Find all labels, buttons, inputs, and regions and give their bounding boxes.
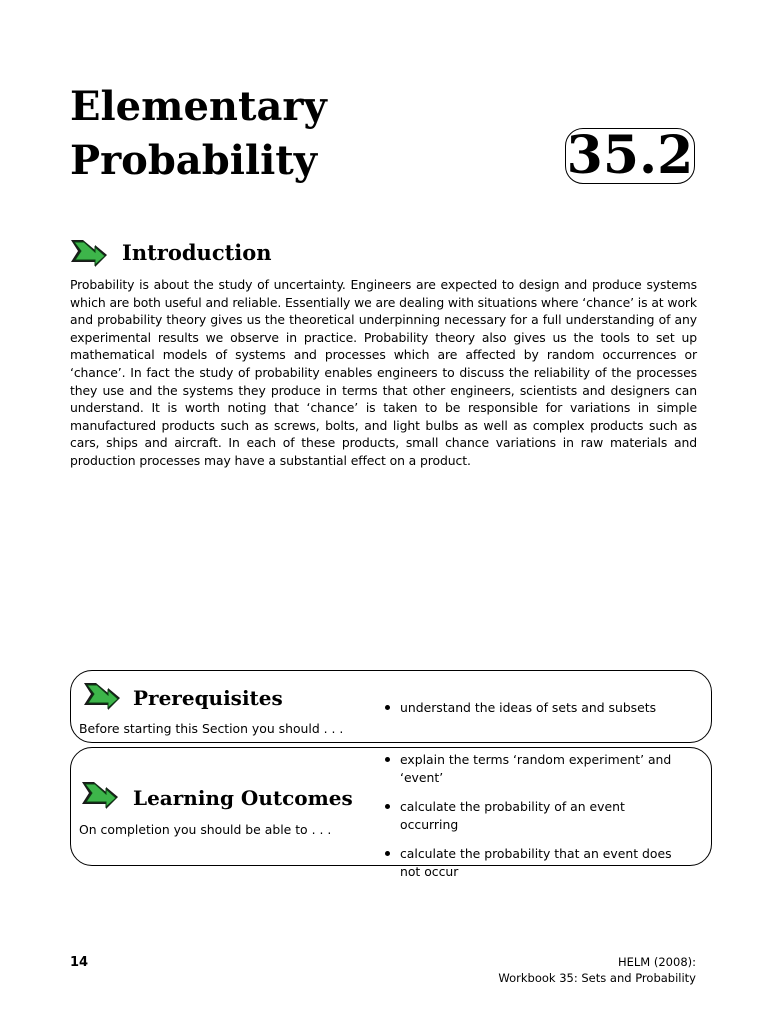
introduction-heading: Introduction	[122, 240, 272, 265]
learning-outcomes-list	[383, 751, 683, 881]
learning-outcomes-subtext: On completion you should be able to . . .	[79, 822, 332, 837]
learning-outcomes-heading: Learning Outcomes	[133, 786, 353, 810]
learning-outcomes-box	[70, 747, 712, 879]
prerequisites-heading: Prerequisites	[133, 686, 283, 710]
list-item: calculate the probability that an event does not occur	[383, 845, 685, 880]
green-arrow-icon	[79, 778, 121, 812]
page-title	[70, 80, 490, 188]
footer-line-2: Workbook 35: Sets and Probability	[498, 971, 696, 985]
list-item: calculate the probability of an event occurring	[383, 798, 683, 833]
introduction-body: Probability is about the study of uncertainty. Engineers are expected to design and produce systems which are both useful and reliable. Essentially we are dealing with situations where ‘chance’ is at work and probability theory gives us the theoretical underpinning necessary for a full understanding of any experimental results we observe in practice. Probability theory also gives us the tools to set up mathematical models of systems and processes which are affected by random occurrences or ‘chance’. In fact the study of probability enables engineers to discuss the reliability of the processes they use and the systems they produce in terms that other engineers, scientists and designers can understand. It is worth noting that ‘chance’ is taken to be responsible for variations in simple manufactured products such as screws, bolts, and light bulbs as well as complex products such as cars, ships and aircraft. In each of these products, small chance variations in raw materials and production processes may have a substantial effect on a product.	[70, 277, 697, 468]
title-line-1: Elementary	[70, 83, 327, 130]
list-item: explain the terms ‘random experiment’ and ‘event’	[383, 751, 685, 786]
title-line-2: Probability	[70, 137, 317, 184]
footer-citation	[498, 954, 696, 986]
section-number-badge: 35.2	[566, 125, 694, 186]
green-arrow-icon	[68, 236, 110, 270]
page-number: 14	[70, 955, 89, 970]
prerequisites-subtext: Before starting this Section you should . . .	[79, 721, 344, 736]
prerequisites-list	[383, 699, 683, 717]
list-item: understand the ideas of sets and subsets	[383, 699, 683, 717]
prerequisites-box	[70, 670, 712, 743]
green-arrow-icon	[81, 679, 123, 713]
footer-line-1: HELM (2008):	[617, 955, 696, 969]
